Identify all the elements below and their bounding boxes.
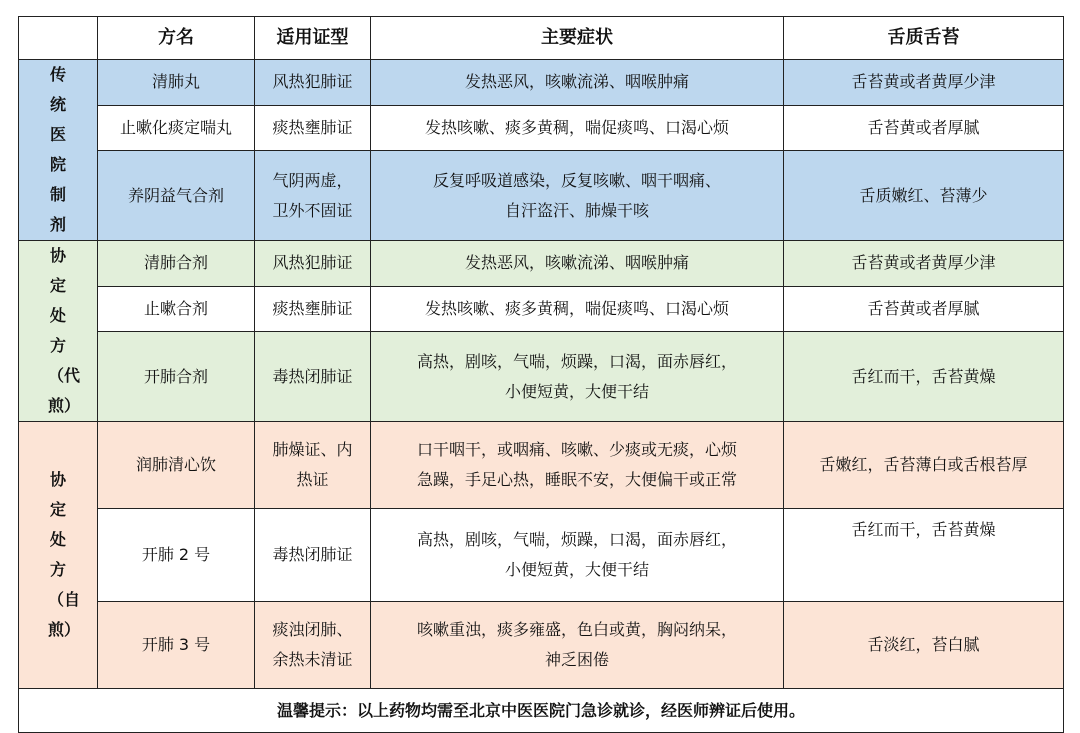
syndrome-pattern: 气阴两虚， 卫外不固证 <box>255 151 371 241</box>
main-symptoms: 口干咽干，或咽痛、咳嗽、少痰或无痰，心烦 急躁，手足心热，睡眠不安，大便偏干或正常 <box>371 422 784 509</box>
table-row <box>19 332 1064 422</box>
syndrome-pattern: 肺燥证、内 热证 <box>255 422 371 509</box>
tongue-signs: 舌嫩红，舌苔薄白或舌根苔厚 <box>784 422 1064 509</box>
table-row <box>19 422 1064 509</box>
main-symptoms: 发热咳嗽、痰多黄稠，喘促痰鸣、口渴心烦 <box>371 286 784 332</box>
remedy-name: 润肺清心饮 <box>98 422 255 509</box>
table-row <box>19 151 1064 241</box>
syndrome-pattern: 风热犯肺证 <box>255 60 371 106</box>
remedy-name: 开肺合剂 <box>98 332 255 422</box>
footer-note: 温馨提示：以上药物均需至北京中医医院门急诊就诊，经医师辨证后使用。 <box>19 689 1064 733</box>
syndrome-pattern: 毒热闭肺证 <box>255 509 371 602</box>
main-symptoms: 反复呼吸道感染，反复咳嗽、咽干咽痛、 自汗盗汗、肺燥干咳 <box>371 151 784 241</box>
main-symptoms: 高热，剧咳，气喘，烦躁，口渴，面赤唇红， 小便短黄，大便干结 <box>371 332 784 422</box>
tongue-signs: 舌苔黄或者黄厚少津 <box>784 241 1064 287</box>
tongue-signs: 舌苔黄或者黄厚少津 <box>784 60 1064 106</box>
table-row <box>19 509 1064 602</box>
main-symptoms: 发热恶风，咳嗽流涕、咽喉肿痛 <box>371 60 784 106</box>
header-pattern: 适用证型 <box>255 17 371 60</box>
remedy-name: 开肺 3 号 <box>98 602 255 689</box>
syndrome-pattern: 毒热闭肺证 <box>255 332 371 422</box>
tongue-signs: 舌质嫩红、苔薄少 <box>784 151 1064 241</box>
remedy-name: 止嗽化痰定喘丸 <box>98 105 255 151</box>
table-row <box>19 105 1064 151</box>
tongue-signs: 舌淡红，苔白腻 <box>784 602 1064 689</box>
table-row <box>19 286 1064 332</box>
tongue-signs: 舌苔黄或者厚腻 <box>784 105 1064 151</box>
tongue-signs: 舌红而干，舌苔黄燥 <box>784 332 1064 422</box>
table-row <box>19 602 1064 689</box>
table-row <box>19 60 1064 106</box>
main-symptoms: 咳嗽重浊，痰多雍盛，色白或黄，胸闷纳呆， 神乏困倦 <box>371 602 784 689</box>
syndrome-pattern: 痰浊闭肺、 余热未清证 <box>255 602 371 689</box>
syndrome-pattern: 痰热壅肺证 <box>255 286 371 332</box>
category-cell: 协定处方（代煎） <box>19 241 98 422</box>
main-symptoms: 高热，剧咳，气喘，烦躁，口渴，面赤唇红， 小便短黄，大便干结 <box>371 509 784 602</box>
header-row <box>19 17 1064 60</box>
syndrome-pattern: 痰热壅肺证 <box>255 105 371 151</box>
footer-row <box>19 689 1064 733</box>
tongue-signs: 舌红而干，舌苔黄燥 <box>784 509 1064 602</box>
header-symptoms: 主要症状 <box>371 17 784 60</box>
remedy-name: 养阴益气合剂 <box>98 151 255 241</box>
header-tongue: 舌质舌苔 <box>784 17 1064 60</box>
category-cell: 传统医院制剂 <box>19 60 98 241</box>
remedy-name: 止嗽合剂 <box>98 286 255 332</box>
header-name: 方名 <box>98 17 255 60</box>
table-row <box>19 241 1064 287</box>
remedy-name: 清肺合剂 <box>98 241 255 287</box>
prescription-table <box>18 16 1064 733</box>
category-cell: 协定处方（自煎） <box>19 422 98 689</box>
remedy-name: 开肺 2 号 <box>98 509 255 602</box>
syndrome-pattern: 风热犯肺证 <box>255 241 371 287</box>
tongue-signs: 舌苔黄或者厚腻 <box>784 286 1064 332</box>
remedy-name: 清肺丸 <box>98 60 255 106</box>
main-symptoms: 发热咳嗽、痰多黄稠，喘促痰鸣、口渴心烦 <box>371 105 784 151</box>
main-symptoms: 发热恶风，咳嗽流涕、咽喉肿痛 <box>371 241 784 287</box>
header-corner <box>19 17 98 60</box>
